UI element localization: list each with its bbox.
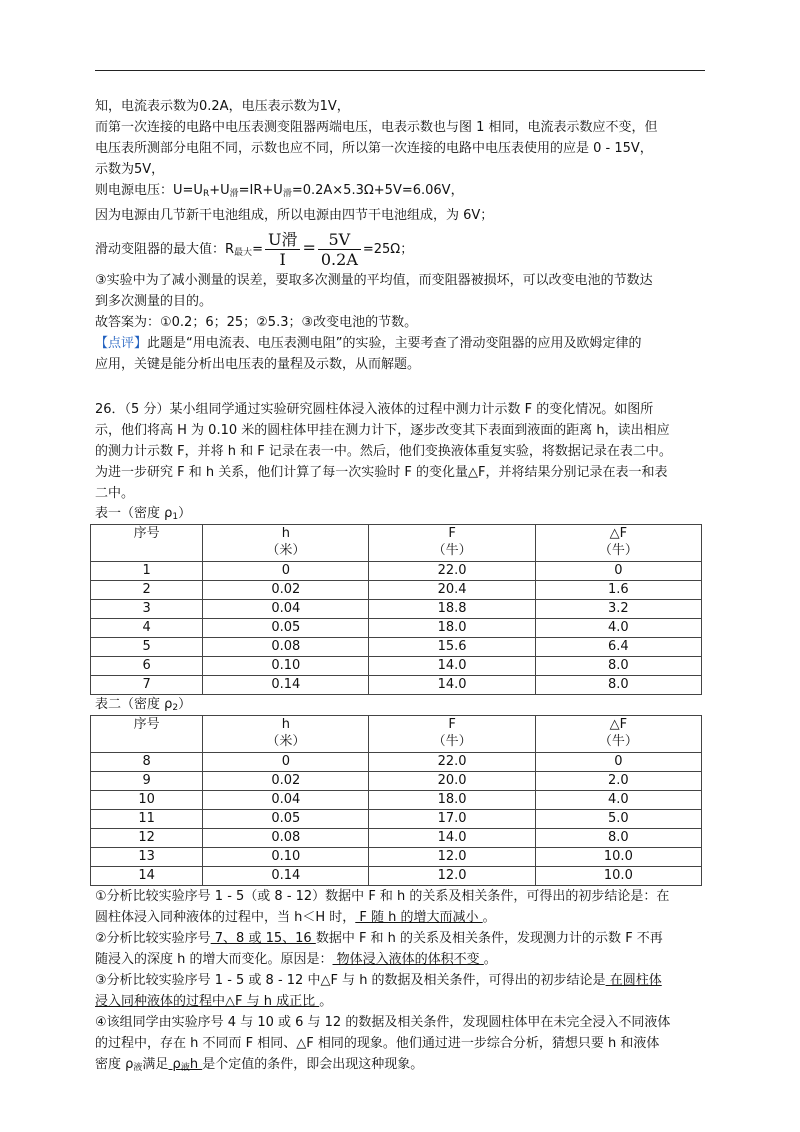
table1-caption: 表一（密度 $\rho_1$）	[95, 506, 192, 522]
voltage-equation: 则电源电压：$U=U_R+U_滑=IR+U_滑=0.2A\times 5.3\Omega+5V=6.06V$，	[95, 183, 464, 199]
header-cell: 序号	[91, 716, 203, 753]
answer-blank: 物体浸入液体的体积不变	[332, 952, 484, 967]
question-26-line: 为进一步研究 F 和 h 关系，他们计算了每一次实验时 F 的变化量△F，并将结果分别记录在表一和表	[95, 465, 668, 480]
table2-caption: 表二（密度 $\rho_2$）	[95, 697, 192, 713]
header-cell: △F （牛）	[535, 716, 701, 753]
table-row: 8 0 22.0 0	[91, 753, 702, 772]
question-26-line: 示，他们将高 H 为 0.10 米的圆柱体甲挂在测力计下，逐步改变其下表面到液面的距离 h，读出相应	[95, 423, 670, 438]
table2	[90, 715, 702, 886]
text-line: 电压表所测部分电阻不同，示数也应不同，所以第一次连接的电路中电压表使用的应是 0 - 15V，	[95, 141, 653, 156]
header-cell: F （牛）	[369, 525, 535, 562]
rmax-formula: 滑动变阻器的最大值：$R_{最大}=$ $\frac{\text{U滑}}{I}$ = $\frac{5V}{0.2A}$ =25Ω；	[95, 230, 414, 269]
text-line: 而第一次连接的电路中电压表测变阻器两端电压，电表示数也与图 1 相同，电流表示数应不变，但	[95, 120, 658, 135]
text-line: 到多次测量的目的。	[95, 294, 213, 309]
answer-3-line: 浸入同种液体的过程中△F 与 h 成正比 。	[95, 994, 333, 1009]
table-header-row	[91, 716, 702, 753]
text-line: 因为电源由几节新干电池组成，所以电源由四节干电池组成，为 6V；	[95, 208, 494, 223]
header-cell: F （牛）	[369, 716, 535, 753]
header-rule	[95, 70, 705, 71]
answer-blank: 7、8 或 15、16	[210, 931, 316, 946]
text-line: ③实验中为了减小测量的误差，要取多次测量的平均值，而变阻器被损坏，可以改变电池的节数达	[95, 273, 653, 288]
table-row: 4 0.05 18.0 4.0	[91, 619, 702, 638]
text-line: 知，电流表示数为0.2A，电压表示数为1V，	[95, 99, 350, 114]
fraction: $\frac{5V}{0.2A}$	[318, 230, 361, 269]
table-row: 11 0.05 17.0 5.0	[91, 810, 702, 829]
text-line: 示数为5V，	[95, 162, 165, 177]
answer-blank: 浸入同种液体的过程中△F 与 h 成正比	[95, 994, 320, 1009]
header-cell: 序号	[91, 525, 203, 562]
answer-4-line: 密度 $\rho_液$满足 $\rho_液h$ 是个定值的条件，即会出现这种现象。	[95, 1057, 424, 1073]
answer-4-line: 的过程中，存在 h 不同而 F 相同、△F 相同的现象。他们通过进一步综合分析，猜想只要 h 和液体	[95, 1036, 660, 1051]
table-row: 6 0.10 14.0 8.0	[91, 657, 702, 676]
header-cell: h （米）	[203, 716, 369, 753]
question-26-line: 26．（5 分）某小组同学通过实验研究圆柱体浸入液体的过程中测力计示数 F 的变化情况。如图所	[95, 402, 654, 417]
answer-1-line: 圆柱体浸入同种液体的过程中，当 h＜H 时， F 随 h 的增大而减小 。	[95, 910, 496, 925]
review-comment: 【点评】此题是“用电流表、电压表测电阻”的实验，主要考查了滑动变阻器的应用及欧姆定律的	[95, 336, 642, 351]
answer-summary: 故答案为：①0.2；6；25；②5.3；③改变电池的节数。	[95, 315, 418, 330]
table-row: 13 0.10 12.0 10.0	[91, 848, 702, 867]
table-row: 14 0.14 12.0 10.0	[91, 867, 702, 886]
header-cell: h （米）	[203, 525, 369, 562]
document-body	[95, 96, 710, 1079]
answer-blank: $\rho_液h$	[168, 1057, 203, 1073]
table-row: 12 0.08 14.0 8.0	[91, 829, 702, 848]
table-header-row	[91, 525, 702, 562]
header-cell: △F （牛）	[535, 525, 701, 562]
answer-4-line: ④该组同学由实验序号 4 与 10 或 6 与 12 的数据及相关条件，发现圆柱体甲在未完全浸入不同液体	[95, 1015, 671, 1030]
table1	[90, 524, 702, 695]
fraction: $\frac{\text{U滑}}{I}$	[265, 230, 301, 269]
review-tag: 【点评】	[95, 336, 148, 351]
answer-blank: F 随 h 的增大而减小	[355, 910, 483, 925]
table-row: 2 0.02 20.4 1.6	[91, 581, 702, 600]
answer-blank: 在圆柱体	[605, 973, 662, 988]
answer-3-line: ③分析比较实验序号 1 - 5 或 8 - 12 中△F 与 h 的数据及相关条件，可得出的初步结论是 在圆柱体	[95, 973, 662, 988]
answer-1-line: ①分析比较实验序号 1 - 5（或 8 - 12）数据中 F 和 h 的关系及相关条件，可得出的初步结论是：在	[95, 889, 670, 904]
table-row: 7 0.14 14.0 8.0	[91, 676, 702, 695]
table-row: 10 0.04 18.0 4.0	[91, 791, 702, 810]
table-row: 3 0.04 18.8 3.2	[91, 600, 702, 619]
table-row: 5 0.08 15.6 6.4	[91, 638, 702, 657]
question-26-line: 二中。	[95, 486, 135, 501]
answer-2-line: 随浸入的深度 h 的增大而变化。原因是： 物体浸入液体的体积不变 。	[95, 952, 497, 967]
table-row: 9 0.02 20.0 2.0	[91, 772, 702, 791]
answer-2-line: ②分析比较实验序号 7、8 或 15、16 数据中 F 和 h 的关系及相关条件，发现测力计的示数 F 不再	[95, 931, 663, 946]
table-row: 1 0 22.0 0	[91, 562, 702, 581]
text-line: 应用，关键是能分析出电压表的量程及示数，从而解题。	[95, 357, 421, 372]
question-26-line: 的测力计示数 F，并将 h 和 F 记录在表一中。然后，他们变换液体重复实验，将数据记录在表二中。	[95, 444, 672, 459]
